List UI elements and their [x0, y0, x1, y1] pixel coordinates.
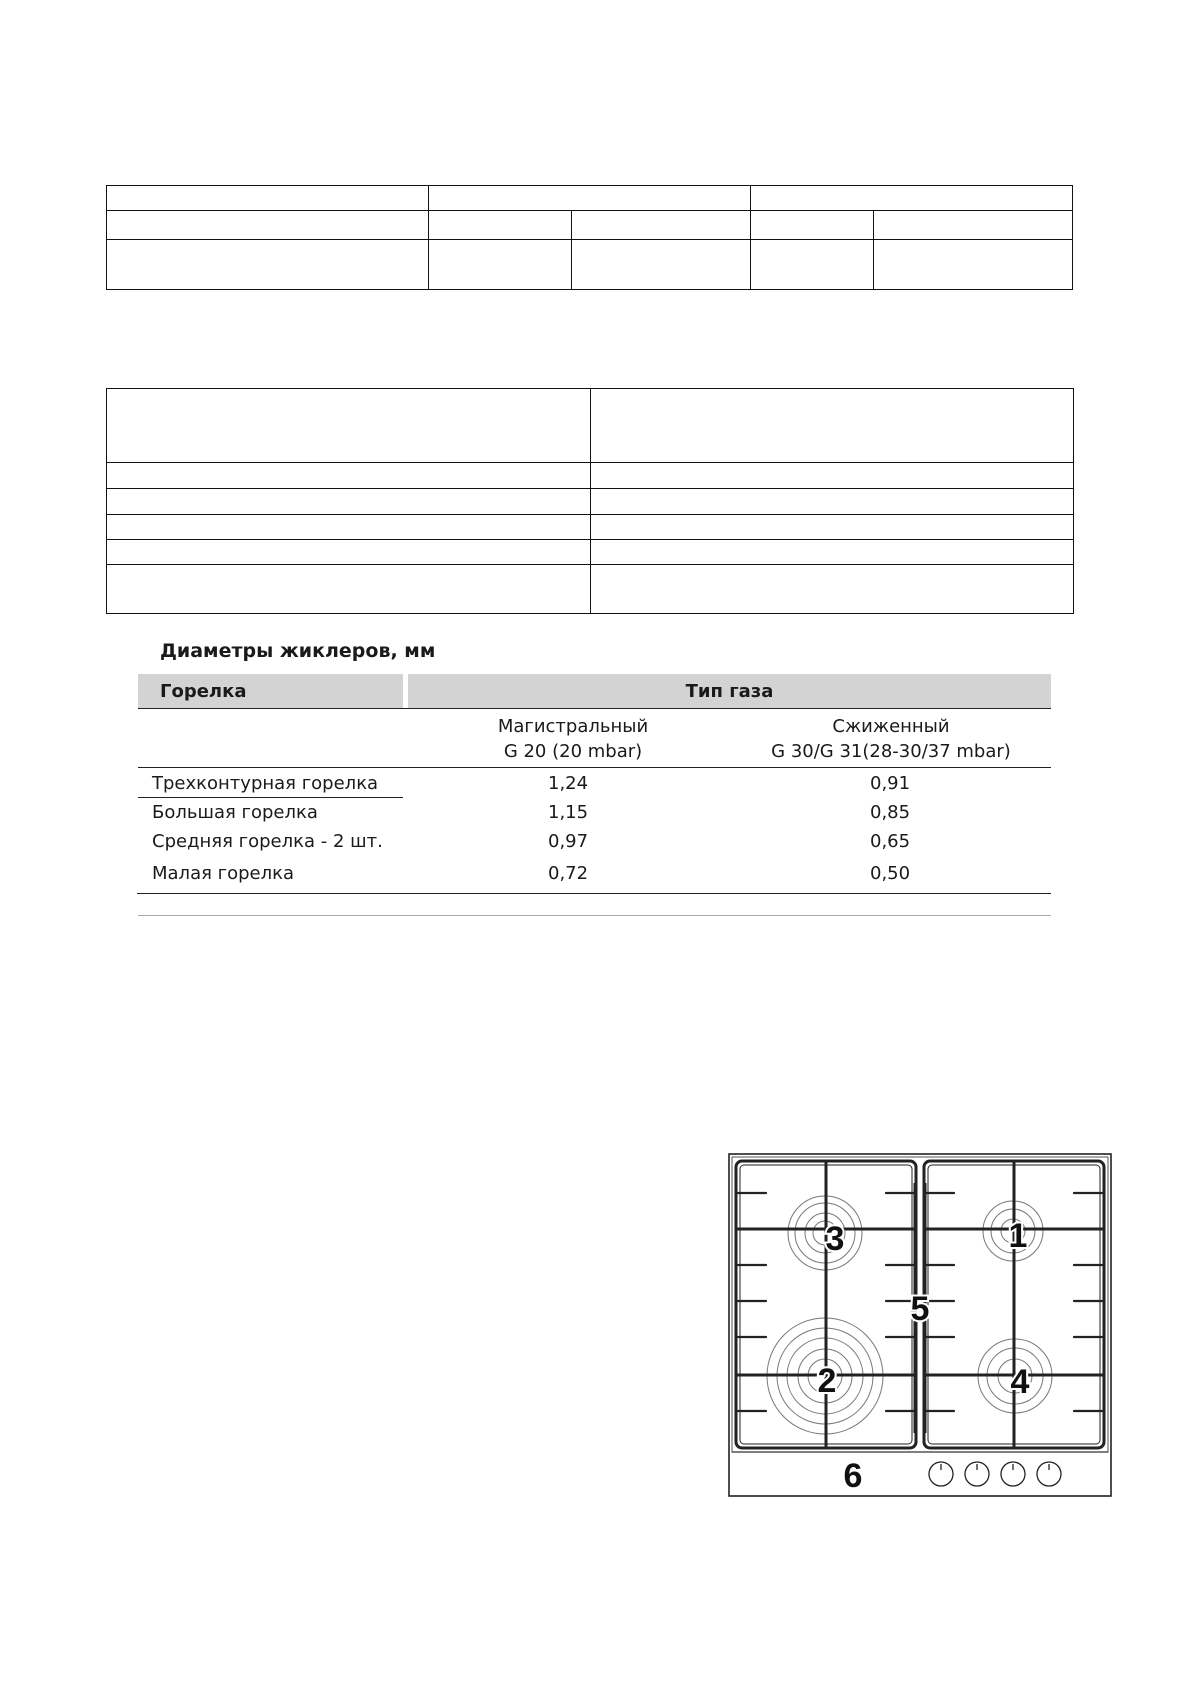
table-cell	[751, 186, 1073, 211]
label-6: 6	[843, 1457, 863, 1495]
table-cell	[107, 463, 591, 489]
table-cell	[591, 389, 1074, 463]
subheader-rule	[138, 767, 1051, 768]
label-1: 1	[1008, 1217, 1028, 1255]
knob-icon	[929, 1462, 953, 1486]
table-bottom-rule-light	[138, 915, 1051, 916]
row-3-burner: Средняя горелка - 2 шт.	[152, 831, 383, 852]
table-cell	[751, 211, 874, 240]
label-5: 5	[910, 1290, 930, 1328]
row-1-lpg: 0,91	[870, 773, 911, 794]
row-4-natural: 0,72	[548, 863, 589, 884]
row-4-lpg: 0,50	[870, 863, 911, 884]
control-knobs	[929, 1462, 1061, 1486]
header-gas-type-label: Тип газа	[685, 681, 774, 702]
knob-icon	[1001, 1462, 1025, 1486]
header-gas-type	[408, 674, 1051, 708]
jet-table-title: Диаметры жиклеров, мм	[160, 640, 436, 662]
column-natural-gas	[448, 714, 698, 764]
table-cell	[572, 240, 751, 290]
table-cell	[429, 211, 572, 240]
table-cell	[107, 211, 429, 240]
table-cell	[107, 515, 591, 540]
label-2: 2	[817, 1362, 837, 1400]
header-burner	[138, 674, 403, 708]
column-lpg	[756, 714, 1026, 764]
table-cell	[751, 240, 874, 290]
header-rule	[138, 708, 1051, 709]
table-cell	[107, 540, 591, 565]
row-2-lpg: 0,85	[870, 802, 911, 823]
label-3: 3	[825, 1220, 845, 1258]
table-cell	[572, 211, 751, 240]
header-burner-label: Горелка	[160, 681, 247, 702]
table-cell	[107, 389, 591, 463]
row-2-burner: Большая горелка	[152, 802, 318, 823]
table-cell	[107, 186, 429, 211]
table-cell	[591, 463, 1074, 489]
hob-diagram	[728, 1153, 1112, 1497]
row-3-lpg: 0,65	[870, 831, 911, 852]
table-cell	[591, 565, 1074, 614]
table-cell	[107, 489, 591, 515]
row-3-natural: 0,97	[548, 831, 589, 852]
column-natural-gas-name: Магистральный	[497, 716, 649, 737]
knob-icon	[1037, 1462, 1061, 1486]
table-cell	[107, 240, 429, 290]
empty-table-top	[106, 185, 1073, 290]
column-lpg-name: Сжиженный	[832, 716, 950, 737]
table-cell	[429, 186, 751, 211]
table-cell	[429, 240, 572, 290]
row-1-natural: 1,24	[548, 773, 589, 794]
label-4: 4	[1010, 1363, 1030, 1401]
knob-icon	[965, 1462, 989, 1486]
column-lpg-spec: G 30/G 31(28-30/37 mbar)	[771, 741, 1011, 762]
table-bottom-rule	[137, 893, 1051, 894]
row-4-burner: Малая горелка	[152, 863, 295, 884]
table-cell	[591, 489, 1074, 515]
column-natural-gas-spec: G 20 (20 mbar)	[503, 741, 643, 762]
table-cell	[874, 240, 1073, 290]
table-cell	[591, 515, 1074, 540]
row-1-underline	[138, 797, 403, 798]
empty-table-middle	[106, 388, 1074, 614]
row-1-burner: Трехконтурная горелка	[152, 773, 379, 794]
row-2-natural: 1,15	[548, 802, 589, 823]
table-cell	[591, 540, 1074, 565]
table-cell	[107, 565, 591, 614]
table-cell	[874, 211, 1073, 240]
